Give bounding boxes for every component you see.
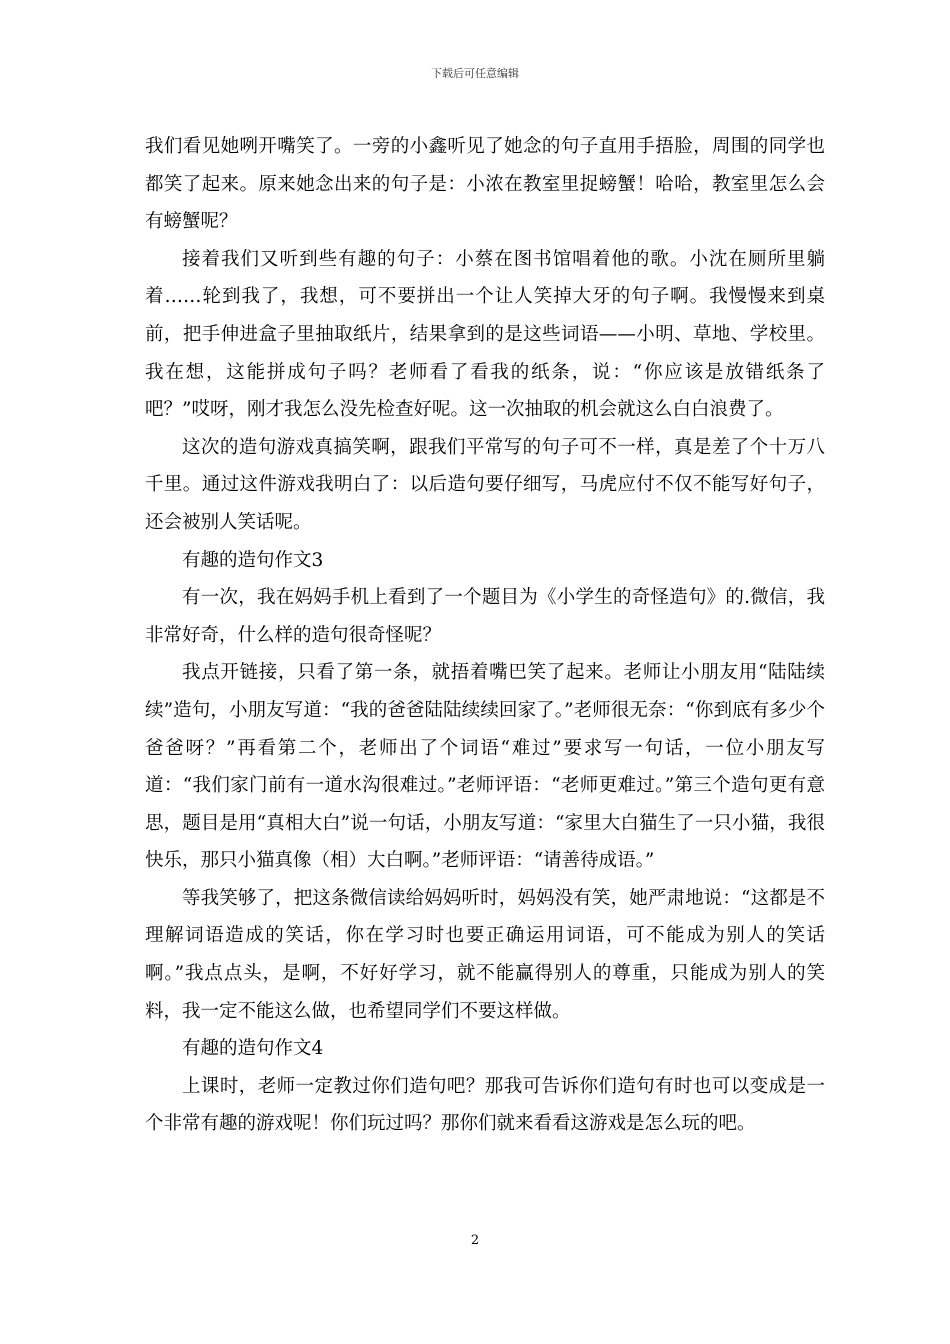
paragraph: 这次的造句游戏真搞笑啊，跟我们平常写的句子可不一样，真是差了个十万八千里。通过这件游戏我明白了：以后造句要仔细写，马虎应付不仅不能写好句子，还会被别人笑话呢。 (145, 436, 825, 533)
paragraph: 上课时，老师一定教过你们造句吧？那我可告诉你们造句有时也可以变成是一个非常有趣的游戏呢！你们玩过吗？那你们就来看看这游戏是怎么玩的吧。 (145, 1075, 825, 1135)
paragraph: 有一次，我在妈妈手机上看到了一个题目为《小学生的奇怪造句》的.微信，我非常好奇，什么样的造句很奇怪呢？ (145, 587, 825, 646)
page-header: 下载后可任意编辑 (431, 67, 519, 80)
paragraph: 我点开链接，只看了第一条，就捂着嘴巴笑了起来。老师让小朋友用“陆陆续续”造句，小朋友写道：“我的爸爸陆陆续续回家了。”老师很无奈：“你到底有多少个爸爸呀？”再看第二个，老师出了个词语“难过”要求写一句话，一位小朋友写道：“我们家门前有一道水沟很难过。”老师评语：“老师更难过。”第三个造句更有意思，题目是用“真相大白”说一句话，小朋友写道：“家里大白猫生了一只小猫，我很快乐，那只小猫真像（相）大白啊。”老师评语：“请善待成语。” (145, 662, 825, 872)
paragraph: 接着我们又听到些有趣的句子：小蔡在图书馆唱着他的歌。小沈在厕所里躺着……轮到我了，我想，可不要拼出一个让人笑掉大牙的句子啊。我慢慢来到桌前，把手伸进盒子里抽取纸片，结果拿到的是这些词语——小明、草地、学校里。我在想，这能拼成句子吗？老师看了看我的纸条，说：“你应该是放错纸条了吧？”哎呀，刚才我怎么没先检查好呢。这一次抽取的机会就这么白白浪费了。 (145, 248, 825, 421)
section-heading-4: 有趣的造句作文4 (182, 1038, 324, 1060)
paragraph: 等我笑够了，把这条微信读给妈妈听时，妈妈没有笑，她严肃地说：“这都是不理解词语造成的笑话，你在学习时也要正确运用词语，可不能成为别人的笑话啊。”我点点头，是啊，不好好学习，就不能赢得别人的尊重，只能成为别人的笑料，我一定不能这么做，也希望同学们不要这样做。 (145, 887, 825, 1022)
paragraph-continued: 我们看见她咧开嘴笑了。一旁的小鑫听见了她念的句子直用手捂脸，周围的同学也都笑了起来。原来她念出来的句子是：小浓在教室里捉螃蟹！哈哈，教室里怎么会有螃蟹呢？ (145, 136, 825, 233)
page-number: 2 (470, 1233, 480, 1248)
section-heading-3: 有趣的造句作文3 (182, 549, 324, 571)
document-body (145, 128, 825, 1143)
